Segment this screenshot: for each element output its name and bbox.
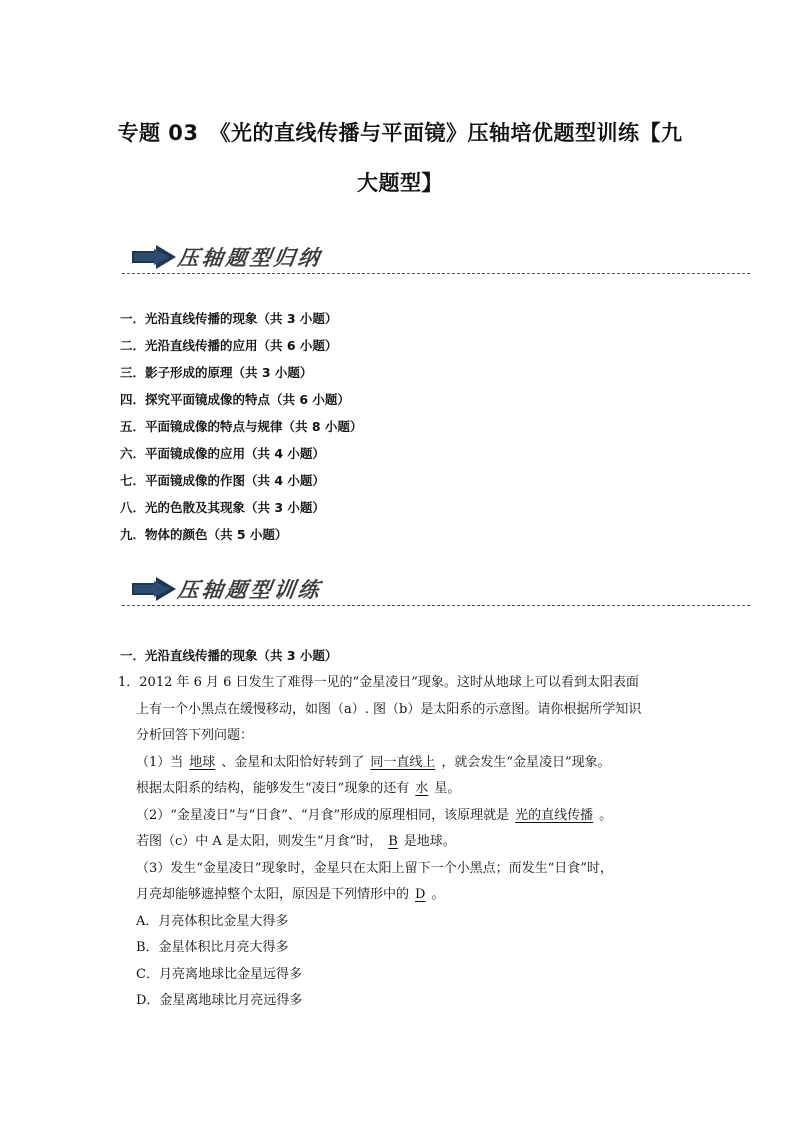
list-item: 八．光的色散及其现象（共 3 小题） — [120, 500, 325, 515]
text: 根据太阳系的结构，能够发生“凌日”现象的还有 — [136, 781, 410, 796]
sub-question-1-cont — [118, 776, 698, 803]
banner-divider — [122, 605, 750, 606]
banner-title: 压轴题型训练 — [176, 577, 324, 602]
document-title — [110, 108, 690, 208]
sub-question-1 — [118, 750, 698, 777]
arrow-right-icon — [132, 577, 176, 601]
answer-blank: 地球 — [189, 754, 216, 770]
answer-blank: B — [388, 834, 398, 849]
option-c: C．月亮离地球比金星远得多 — [136, 966, 302, 982]
topic-list — [120, 305, 362, 548]
answer-blank: 同一直线上 — [370, 754, 436, 770]
list-item: 九．物体的颜色（共 5 小题） — [120, 527, 288, 542]
sub-question-2-cont — [118, 829, 698, 856]
answer-blank: D — [415, 887, 426, 902]
text: 若图（c）中 A 是太阳，则发生“月食”时， — [136, 834, 383, 849]
option-a: A．月亮体积比金星大得多 — [136, 913, 289, 929]
list-item: 六．平面镜成像的应用（共 4 小题） — [120, 446, 325, 461]
sub-question-2 — [118, 803, 698, 830]
section-banner-summary — [122, 242, 750, 276]
question-text: 分析回答下列问题： — [136, 728, 254, 743]
question-text: 上有一个小黑点在缓慢移动，如图（a）. 图（b）是太阳系的示意图。请你根据所学知识 — [136, 701, 642, 717]
list-item: 一．光沿直线传播的现象（共 3 小题） — [120, 311, 338, 326]
text: （1）当 — [136, 754, 184, 770]
arrow-right-icon — [132, 245, 176, 269]
text: 星。 — [434, 781, 461, 796]
question-1 — [118, 670, 698, 1015]
option-b: B．金星体积比月亮大得多 — [136, 940, 289, 955]
section-heading: 一．光沿直线传播的现象（共 3 小题） — [120, 648, 338, 663]
list-item: 四．探究平面镜成像的特点（共 6 小题） — [120, 392, 350, 407]
question-text: 1．2012 年 6 月 6 日发生了难得一见的“金星凌日”现象。这时从地球上可以看到太阳表面 — [118, 675, 639, 690]
answer-blank: 水 — [415, 781, 429, 796]
text: 。 — [599, 807, 613, 823]
list-item: 二．光沿直线传播的应用（共 6 小题） — [120, 338, 338, 353]
list-item: 七．平面镜成像的作图（共 4 小题） — [120, 473, 325, 488]
section-banner-training — [122, 574, 750, 608]
list-item: 三．影子形成的原理（共 3 小题） — [120, 365, 313, 380]
text: 。 — [431, 887, 445, 902]
title-line-1: 专题 03 《光的直线传播与平面镜》压轴培优题型训练【九 — [117, 121, 683, 145]
text: 是地球。 — [403, 834, 456, 849]
list-item: 五．平面镜成像的特点与规律（共 8 小题） — [120, 419, 363, 434]
text: （2）“金星凌日”与“日食”、“月食”形成的原理相同，该原理就是 — [136, 807, 510, 823]
sub-question-3: （3）发生“金星凌日”现象时，金星只在太阳上留下一个小黑点；而发生“日食”时， — [136, 860, 613, 876]
answer-blank: 光的直线传播 — [515, 807, 594, 823]
title-line-2: 大题型】 — [357, 171, 443, 195]
text: ，就会发生“金星凌日”现象。 — [441, 754, 611, 770]
banner-divider — [122, 273, 750, 274]
text: 月亮却能够遮掉整个太阳，原因是下列情形中的 — [136, 887, 410, 902]
sub-question-3-cont — [118, 882, 698, 909]
banner-title: 压轴题型归纳 — [176, 245, 324, 270]
text: 、金星和太阳恰好转到了 — [221, 754, 365, 770]
option-d: D．金星离地球比月亮远得多 — [136, 993, 303, 1008]
